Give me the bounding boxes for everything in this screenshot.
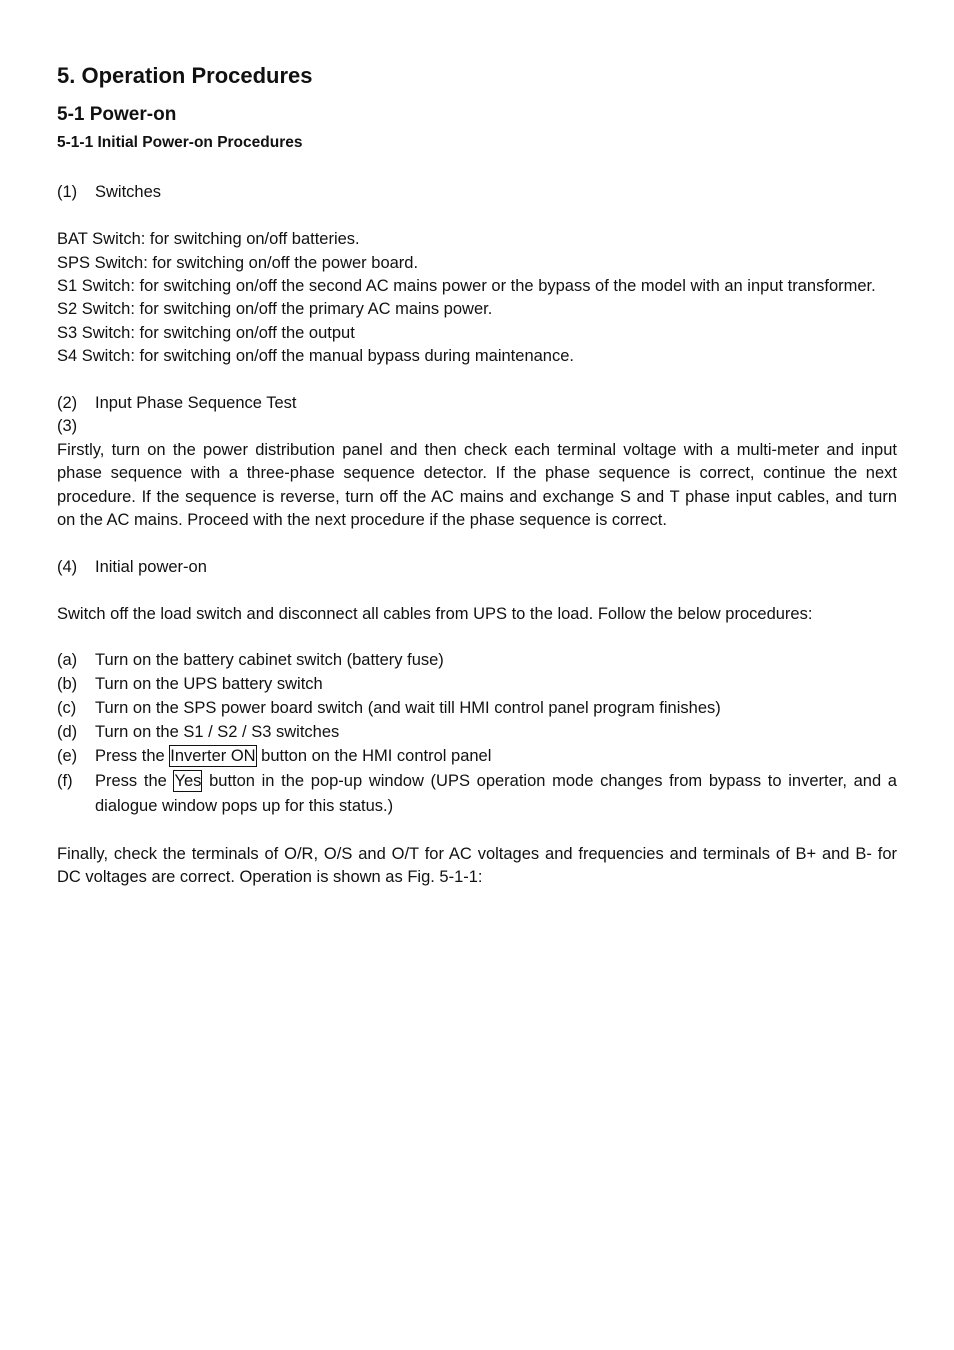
phase-test-paragraph: Firstly, turn on the power distribution panel and then check each terminal voltage with a multi-meter and input phase sequence with a three-phase sequence detector. If the phase sequence is correct, continue the next procedure. If the sequence is reverse, turn off the AC mains and exchange S and T phase input cables, and turn on the AC mains. Proceed with the next procedure if the phase sequence is correct. bbox=[57, 440, 897, 530]
subsection-title: 5-1-1 Initial Power-on Procedures bbox=[57, 134, 303, 151]
switches-heading: (1) Switches bbox=[57, 183, 162, 202]
step-item: (f) Press the Yes button in the pop-up window (UPS operation mode changes from bypass to inverter, and a dialogue window pops up for this status.) bbox=[57, 771, 897, 815]
switch-line-bat: BAT Switch: for switching on/off batteries. bbox=[57, 230, 360, 249]
item-3-number: (3) bbox=[57, 417, 78, 436]
yes-button-ref: Yes bbox=[174, 771, 202, 790]
document-page bbox=[57, 60, 897, 890]
initial-power-on-heading: (4) Initial power-on bbox=[57, 557, 207, 576]
step-item: (e) Press the Inverter ON button on the HMI control panel bbox=[57, 747, 492, 766]
step-item: (d) Turn on the S1 / S2 / S3 switches bbox=[57, 723, 340, 742]
switch-line-s4: S4 Switch: for switching on/off the manual bypass during maintenance. bbox=[57, 347, 574, 366]
switch-line-s3: S3 Switch: for switching on/off the output bbox=[57, 323, 355, 342]
inverter-on-button-ref: Inverter ON bbox=[170, 747, 256, 766]
initial-power-on-intro: Switch off the load switch and disconnect all cables from UPS to the load. Follow the below procedures: bbox=[57, 604, 813, 623]
switch-line-s2: S2 Switch: for switching on/off the primary AC mains power. bbox=[57, 300, 493, 319]
switch-line-sps: SPS Switch: for switching on/off the power board. bbox=[57, 253, 419, 272]
section-title: 5-1 Power-on bbox=[57, 104, 177, 125]
final-check-paragraph: Finally, check the terminals of O/R, O/S and O/T for AC voltages and frequencies and terminals of B+ and B- for DC voltages are correct. Operation is shown as Fig. 5-1-1: bbox=[57, 844, 897, 887]
step-item: (c) Turn on the SPS power board switch (and wait till HMI control panel program finishes) bbox=[57, 699, 721, 718]
phase-test-heading: (2) Input Phase Sequence Test bbox=[57, 394, 297, 413]
chapter-title: 5. Operation Procedures bbox=[57, 63, 313, 88]
step-item: (a) Turn on the battery cabinet switch (battery fuse) bbox=[57, 651, 444, 670]
switch-line-s1: S1 Switch: for switching on/off the second AC mains power or the bypass of the model with an input transformer. bbox=[57, 277, 876, 295]
step-item: (b) Turn on the UPS battery switch bbox=[57, 675, 323, 694]
